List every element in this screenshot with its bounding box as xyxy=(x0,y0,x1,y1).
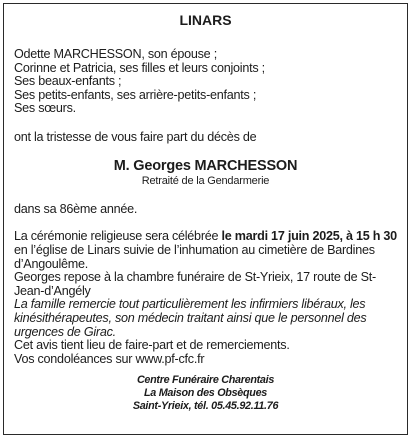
heading-town: LINARS xyxy=(179,12,232,28)
condolences-paragraph: Vos condoléances sur www.pf-cfc.fr xyxy=(14,351,205,366)
family-line: Corinne et Patricia, ses filles et leurs conjoints ; xyxy=(14,60,265,75)
footer-line-1: Centre Funéraire Charentais xyxy=(136,374,275,387)
deceased-first-name: M. Georges xyxy=(113,157,195,174)
announcement-text: ont la tristesse de vous faire part du décès de xyxy=(14,129,257,144)
family-line: Odette MARCHESSON, son épouse ; xyxy=(14,47,217,61)
deceased-surname: MARCHESSON xyxy=(194,157,298,174)
deceased-role: Retraité de la Gendarmerie xyxy=(141,175,270,188)
funeral-home-footer xyxy=(14,374,397,413)
family-line: Ses petits-enfants, ses arrière-petits-enfants ; xyxy=(14,87,257,102)
family-line: Ses beaux-enfants ; xyxy=(14,74,122,89)
ceremony-rest: en l’église de Linars suivie de l’inhumation au cimetière de Bardines d’Angoulême. xyxy=(14,242,375,271)
ceremony-intro: La cérémonie religieuse sera célébrée xyxy=(14,229,222,244)
family-line: Ses sœurs. xyxy=(14,101,76,116)
repose-paragraph: Georges repose à la chambre funéraire de St-Yrieix, 17 route de St-Jean-d’Angély xyxy=(14,270,376,298)
family-list xyxy=(14,48,397,116)
obituary-notice xyxy=(3,3,408,435)
ceremony-date-time: le mardi 17 juin 2025, à 15 h 30 xyxy=(221,229,397,244)
age-text: dans sa 86ème année. xyxy=(14,201,138,216)
footer-line-3: Saint-Yrieix, tél. 05.45.92.11.76 xyxy=(132,400,279,413)
notice-paragraph: Cet avis tient lieu de faire-part et de remerciements. xyxy=(14,338,290,353)
thanks-paragraph: La famille remercie tout particulièrement les infirmiers libéraux, les kinésithérapeutes, son médecin traitant ainsi que le personnel des urgences de Girac. xyxy=(14,297,367,339)
ceremony-paragraph xyxy=(14,230,397,271)
deceased-name xyxy=(14,157,397,174)
footer-line-2: La Maison des Obsèques xyxy=(144,387,267,400)
